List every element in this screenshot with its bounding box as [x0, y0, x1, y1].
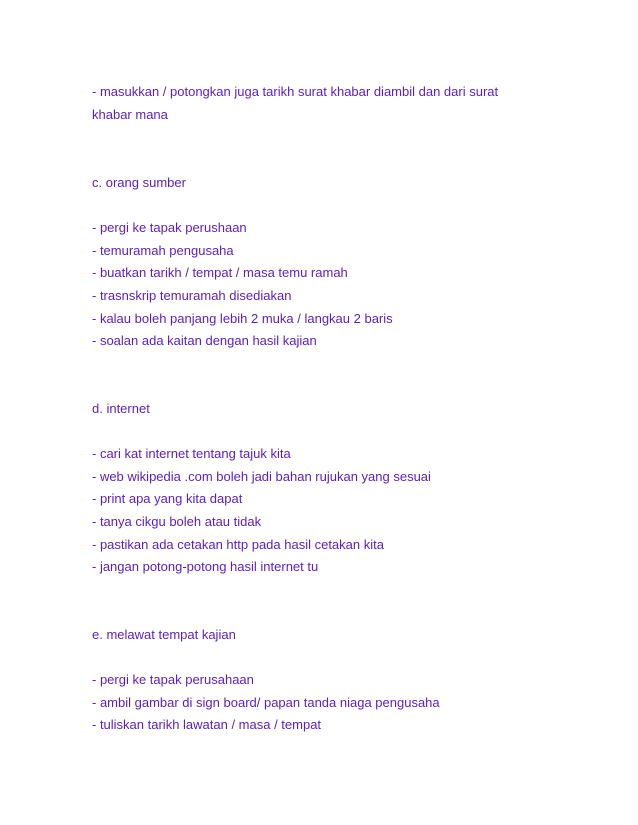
section-c-item: - pergi ke tapak perushaan [92, 220, 247, 235]
section-e-item: - tuliskan tarikh lawatan / masa / tempat [92, 717, 322, 732]
intro-line-1: - masukkan / potongkan juga tarikh surat khabar diambil dan dari surat [92, 84, 499, 99]
section-d-item: - pastikan ada cetakan http pada hasil cetakan kita [92, 537, 384, 552]
section-c-item: - soalan ada kaitan dengan hasil kajian [92, 333, 317, 348]
section-c-item: - temuramah pengusaha [92, 243, 234, 258]
section-c-item: - trasnskrip temuramah disediakan [92, 288, 292, 303]
section-e-heading: e. melawat tempat kajian [92, 627, 236, 642]
section-c-heading: c. orang sumber [92, 175, 186, 190]
section-e-item: - ambil gambar di sign board/ papan tanda niaga pengusaha [92, 695, 440, 710]
section-d-item: - jangan potong-potong hasil internet tu [92, 559, 319, 574]
section-d-item: - print apa yang kita dapat [92, 491, 243, 506]
intro-line-2: khabar mana [92, 107, 168, 122]
section-d-item: - web wikipedia .com boleh jadi bahan rujukan yang sesuai [92, 469, 431, 484]
section-c-item: - kalau boleh panjang lebih 2 muka / langkau 2 baris [92, 311, 393, 326]
section-e-item: - pergi ke tapak perusahaan [92, 672, 254, 687]
section-d-item: - cari kat internet tentang tajuk kita [92, 446, 291, 461]
section-c-item: - buatkan tarikh / tempat / masa temu ramah [92, 265, 348, 280]
section-d-item: - tanya cikgu boleh atau tidak [92, 514, 262, 529]
section-d-heading: d. internet [92, 401, 150, 416]
